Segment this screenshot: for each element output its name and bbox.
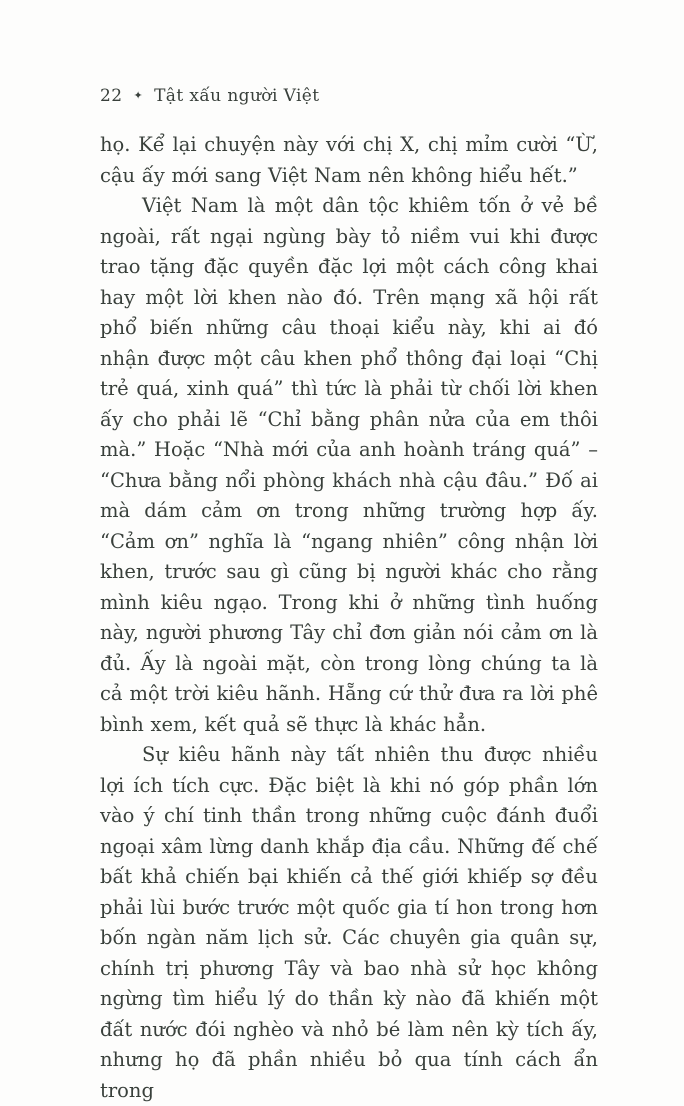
paragraph: Việt Nam là một dân tộc khiêm tốn ở vẻ bề ngoài, rất ngại ngùng bày tỏ niềm vui khi được trao tặng đặc quyền đặc lợi một cách công khai hay một lời khen nào đó. Trên mạng xã hội rất phổ biến những câu thoại kiểu này, khi ai đó nhận được một câu khen phổ thông đại loại “Chị trẻ quá, xinh quá” thì tức là phải từ chối lời khen ấy cho phải lẽ “Chỉ bằng phân nửa của em thôi mà.” Hoặc “Nhà mới của anh hoành tráng quá” – “Chưa bằng nổi phòng khách nhà cậu đâu.” Đố ai mà dám cảm ơn trong những trường hợp ấy. “Cảm ơn” nghĩa là “ngang nhiên” công nhận lời khen, trước sau gì cũng bị người khác cho rằng mình kiêu ngạo. Trong khi ở những tình huống này, người phương Tây chỉ đơn giản nói cảm ơn là đủ. Ấy là ngoài mặt, còn trong lòng chúng ta là cả một trời kiêu hãnh. Hẵng cứ thử đưa ra lời phê bình xem, kết quả sẽ thực là khác hẳn.	[100, 194, 598, 736]
paragraph: Sự kiêu hãnh này tất nhiên thu được nhiều lợi ích tích cực. Đặc biệt là khi nó góp phần lớn vào ý chí tinh thần trong những cuộc đánh đuổi ngoại xâm lừng danh khắp địa cầu. Những đế chế bất khả chiến bại khiến cả thế giới khiếp sợ đều phải lùi bước trước một quốc gia tí hon trong hơn bốn ngàn năm lịch sử. Các chuyên gia quân sự, chính trị phương Tây và bao nhà sử học không ngừng tìm hiểu lý do thần kỳ nào đã khiến một đất nước đói nghèo và nhỏ bé làm nên kỳ tích ấy, nhưng họ đã phần nhiều bỏ qua tính cách ẩn trong	[100, 743, 598, 1102]
book-title: Tật xấu người Việt	[154, 86, 320, 106]
paragraph: họ. Kể lại chuyện này với chị X, chị mỉm cười “Ừ, cậu ấy mới sang Việt Nam nên không hiểu hết.”	[100, 133, 598, 187]
body-text	[100, 130, 598, 1106]
diamond-icon: ✦	[133, 89, 144, 102]
running-header	[100, 86, 598, 106]
page-number: 22	[100, 86, 123, 106]
